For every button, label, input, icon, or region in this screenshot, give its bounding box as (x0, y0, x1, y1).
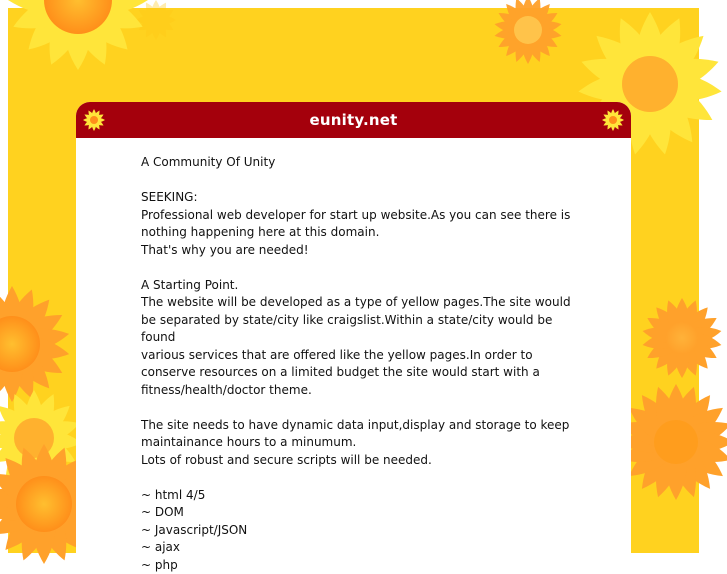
start-heading: A Starting Point. (141, 277, 581, 295)
skill-item: ~ html 4/5 (141, 487, 581, 505)
seeking-line-1: Professional web developer for start up website.As you can see there is (141, 207, 581, 225)
start-line-1: The website will be developed as a type of yellow pages.The site would (141, 294, 581, 312)
content-card (76, 102, 631, 562)
tagline: A Community Of Unity (141, 154, 581, 172)
start-line-5: fitness/health/doctor theme. (141, 382, 581, 400)
needs-line-2: maintainance hours to a minumum. (141, 434, 581, 452)
spacer (141, 259, 581, 277)
skill-item: ~ Javascript/JSON (141, 522, 581, 540)
page-content (141, 154, 581, 574)
start-line-2: be separated by state/city like craigslist.Within a state/city would be found (141, 312, 581, 347)
skill-item: ~ DOM (141, 504, 581, 522)
skill-item: ~ php (141, 557, 581, 574)
start-line-4: conserve resources on a limited budget the site would start with a (141, 364, 581, 382)
spacer (141, 172, 581, 190)
seeking-line-2: nothing happening here at this domain. (141, 224, 581, 242)
needs-line-1: The site needs to have dynamic data input,display and storage to keep (141, 417, 581, 435)
card-header (76, 102, 631, 138)
needs-line-3: Lots of robust and secure scripts will be needed. (141, 452, 581, 470)
seeking-heading: SEEKING: (141, 189, 581, 207)
start-line-3: various services that are offered like the yellow pages.In order to (141, 347, 581, 365)
sunflower-icon (601, 108, 625, 132)
seeking-line-3: That's why you are needed! (141, 242, 581, 260)
spacer (141, 469, 581, 487)
skill-item: ~ ajax (141, 539, 581, 557)
site-title: eunity.net (76, 111, 631, 129)
spacer (141, 399, 581, 417)
